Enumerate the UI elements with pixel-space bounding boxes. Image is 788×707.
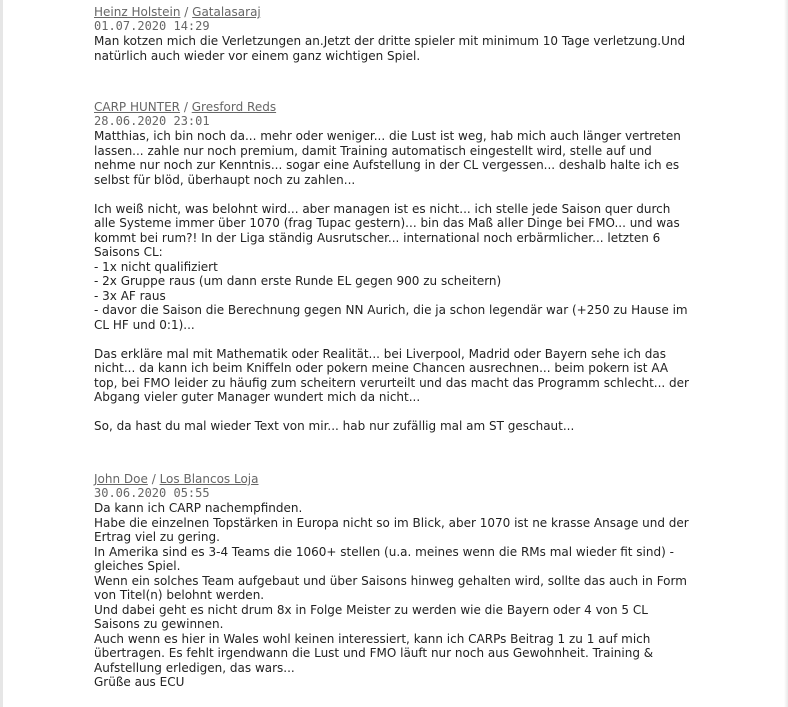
- forum-post: [94, 100, 698, 434]
- author-link[interactable]: CARP HUNTER: [94, 100, 181, 114]
- left-gutter: [0, 0, 3, 707]
- separator: /: [151, 472, 156, 486]
- post-date: 01.07.2020 14:29: [94, 19, 210, 33]
- right-edge: [784, 0, 788, 707]
- post-header: [94, 100, 698, 114]
- team-link[interactable]: Gresford Reds: [191, 100, 277, 114]
- post-body: Man kotzen mich die Verletzungen an.Jetzt der dritte spieler mit minimum 10 Tage verletzung.Und natürlich auch wieder vor einem ganz wichtigen Spiel.: [94, 34, 686, 63]
- post-date: 30.06.2020 05:55: [94, 486, 210, 500]
- separator: /: [183, 100, 188, 114]
- author-link[interactable]: Heinz Holstein: [94, 5, 181, 19]
- post-date: 28.06.2020 23:01: [94, 114, 210, 128]
- separator: /: [184, 5, 189, 19]
- post-header: [94, 5, 698, 19]
- post-body: Matthias, ich bin noch da... mehr oder weniger... die Lust ist weg, hab mich auch länger vertreten lassen... zahle nur noch premium, damit Training automatisch eingestellt wird, stelle auf und nehme nur noch zur Kenntnis... sogar eine Aufstellung in der CL vergessen... deshalb halte ich es selbst für blöd, überhaupt noch zu zahlen... Ich weiß nicht, was belohnt wird... aber managen ist es nicht... ich stelle jede Saison quer durch alle Systeme immer über 1070 (frag Tupac gestern)... bin das Maß aller Dinge bei FMO... und was kommt bei rum?! In der Liga ständig Ausrutscher... international noch erbärmlicher... letzten 6 Saisons CL: - 1x nicht qualifiziert - 2x Gruppe raus (um dann erste Runde EL gegen 900 zu scheitern) - 3x AF raus - davor die Saison die Berechnung gegen NN Aurich, die ja schon legendär war (+250 zu Hause im CL HF und 0:1)... Das erkläre mal mit Mathematik oder Realität... bei Liverpool, Madrid oder Bayern sehe ich das nicht... da kann ich beim Kniffeln oder pokern meine Chancen ausrechnen... beim pokern ist AA top, bei FMO leider zu häufig zum scheitern verurteilt und das macht das Programm schlecht... der Abgang vieler guter Manager wundert mich da nicht... So, da hast du mal wieder Text von mir... hab nur zufällig mal am ST geschaut...: [94, 129, 689, 433]
- post-body: Da kann ich CARP nachempfinden. Habe die einzelnen Topstärken in Europa nicht so im Blick, aber 1070 ist ne krasse Ansage und der Ertrag viel zu gering. In Amerika sind es 3-4 Teams die 1060+ stellen (u.a. meines wenn die RMs mal wieder fit sind) - gleiches Spiel. Wenn ein solches Team aufgebaut und über Saisons hinweg gehalten wird, sollte das auch in Form von Titel(n) belohnt werden. Und dabei geht es nicht drum 8x in Folge Meister zu werden wie die Bayern oder 4 von 5 CL Saisons zu gewinnen. Auch wenn es hier in Wales wohl keinen interessiert, kann ich CARPs Beitrag 1 zu 1 auf mich übertragen. Es fehlt irgendwann die Lust und FMO läuft nur noch aus Gewohnheit. Training & Aufstellung erledigen, das wars... Grüße aus ECU: [94, 501, 689, 689]
- post-header: [94, 472, 698, 486]
- forum-post: [94, 472, 698, 690]
- author-link[interactable]: John Doe: [94, 472, 148, 486]
- forum-post: [94, 5, 698, 63]
- team-link[interactable]: Los Blancos Loja: [159, 472, 259, 486]
- team-link[interactable]: Gatalasaraj: [192, 5, 261, 19]
